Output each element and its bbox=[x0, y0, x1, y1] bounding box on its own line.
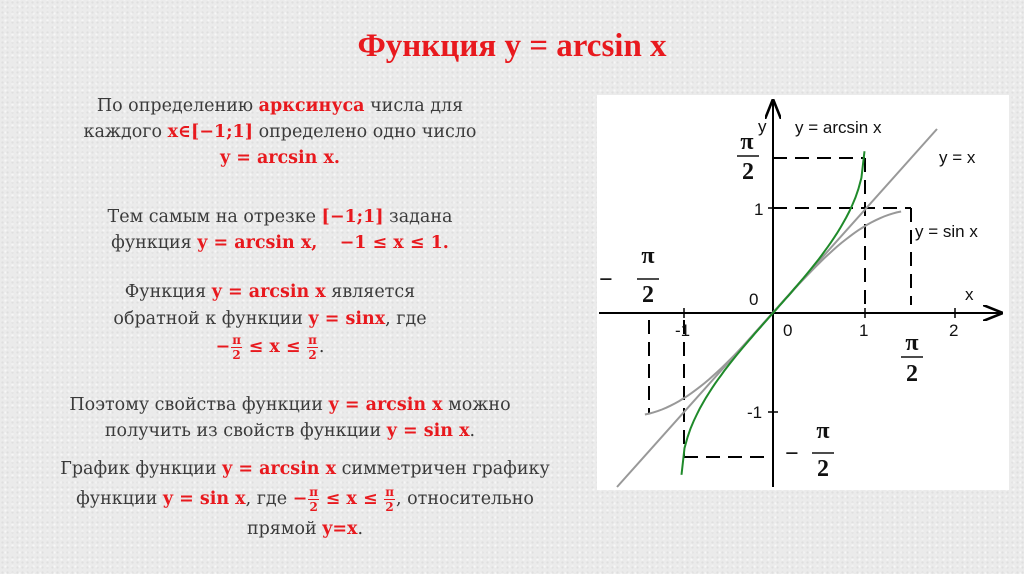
fraction-pi-over-2 bbox=[384, 485, 395, 514]
tick-label-ym1: -1 bbox=[747, 403, 763, 422]
frac-den: 2 bbox=[817, 456, 829, 482]
text: . bbox=[357, 519, 364, 539]
text: является bbox=[325, 282, 416, 302]
text: . bbox=[318, 337, 325, 357]
origin-label-y: 0 bbox=[749, 290, 759, 309]
frac-minus: − bbox=[785, 441, 799, 467]
graph-panel bbox=[597, 95, 1009, 490]
highlight-formula: y = sin x bbox=[386, 421, 470, 441]
text: можно bbox=[442, 395, 511, 415]
highlight-formula: y = arcsin x, bbox=[197, 233, 318, 253]
highlight-formula: y = arcsin x bbox=[328, 395, 443, 415]
paragraph-segment bbox=[40, 204, 520, 256]
text: функции bbox=[76, 489, 163, 509]
paragraph-properties bbox=[10, 392, 570, 444]
tick-label-1: 1 bbox=[859, 321, 869, 340]
frac-num: π bbox=[740, 129, 754, 155]
highlight-formula: y = arcsin x. bbox=[219, 148, 341, 168]
tick-label-2: 2 bbox=[949, 321, 959, 340]
frac-den: 2 bbox=[642, 282, 654, 308]
highlight-formula: y = sin x bbox=[162, 489, 246, 509]
text: Поэтому свойства функции bbox=[69, 395, 329, 415]
axis-label-x: x bbox=[965, 285, 974, 304]
frac-den: 2 bbox=[742, 159, 754, 185]
text: прямой bbox=[246, 519, 323, 539]
text: числа для bbox=[364, 96, 464, 116]
frac-num: π bbox=[309, 485, 319, 499]
frac-den: 2 bbox=[906, 361, 918, 387]
minus-sign: − bbox=[215, 337, 231, 357]
frac-num: π bbox=[308, 333, 317, 347]
text: . bbox=[469, 421, 476, 441]
text: Функция bbox=[124, 282, 212, 302]
frac-num: π bbox=[905, 330, 919, 356]
text: График функции bbox=[60, 459, 223, 479]
page-title: Функция y = arcsin x bbox=[357, 28, 667, 64]
highlight-formula: y=x bbox=[322, 519, 358, 539]
text: функция bbox=[111, 233, 198, 253]
text: , где bbox=[385, 309, 427, 329]
paragraph-symmetry bbox=[10, 454, 600, 544]
text: Тем самым на отрезке bbox=[107, 207, 322, 227]
origin-label: 0 bbox=[783, 321, 793, 340]
label-y-equals-x: y = x bbox=[939, 148, 976, 167]
label-arcsin: y = arcsin x bbox=[795, 118, 882, 137]
minus-sign: − bbox=[292, 489, 308, 509]
fraction-pi-over-2 bbox=[231, 333, 242, 362]
frac-num: π bbox=[385, 485, 394, 499]
frac-den: 2 bbox=[232, 348, 241, 362]
text: обратной к функции bbox=[113, 309, 309, 329]
paragraph-definition bbox=[40, 93, 520, 171]
text: определено одно число bbox=[253, 122, 477, 142]
frac-num: π bbox=[641, 243, 655, 269]
text: По определению bbox=[96, 96, 259, 116]
text: , относительно bbox=[396, 489, 534, 509]
tick-label-m1: -1 bbox=[675, 321, 691, 340]
paragraph-inverse bbox=[30, 279, 510, 362]
highlight-term: арксинуса bbox=[258, 96, 365, 116]
function-graph bbox=[597, 95, 1009, 490]
fraction-pi-over-2 bbox=[308, 485, 319, 514]
highlight-formula: y = arcsin x bbox=[211, 282, 326, 302]
inequality: ≤ x ≤ bbox=[248, 337, 301, 357]
frac-minus: − bbox=[599, 267, 613, 293]
fraction-x-pi2 bbox=[901, 330, 923, 387]
text: симметричен графику bbox=[336, 459, 550, 479]
label-sin: y = sin x bbox=[915, 222, 978, 241]
highlight-segment: [−1;1] bbox=[321, 207, 384, 227]
fraction-x-mpi2 bbox=[599, 243, 659, 308]
highlight-formula: y = sinx bbox=[308, 309, 386, 329]
frac-num: π bbox=[816, 418, 830, 444]
text: получить из свойств функции bbox=[104, 421, 387, 441]
frac-den: 2 bbox=[309, 500, 318, 514]
frac-den: 2 bbox=[385, 500, 394, 514]
fraction-y-mpi2 bbox=[785, 418, 834, 482]
highlight-domain: x∈[−1;1] bbox=[167, 122, 254, 142]
text: каждого bbox=[83, 122, 168, 142]
text: задана bbox=[383, 207, 453, 227]
inequality: ≤ x ≤ bbox=[325, 489, 378, 509]
tick-label-y1: 1 bbox=[754, 200, 764, 219]
highlight-inequality: −1 ≤ x ≤ 1. bbox=[339, 233, 449, 253]
frac-den: 2 bbox=[308, 348, 317, 362]
frac-num: π bbox=[232, 333, 241, 347]
axis-label-y: y bbox=[758, 117, 767, 136]
text: , где bbox=[245, 489, 293, 509]
highlight-formula: y = arcsin x bbox=[222, 459, 337, 479]
fraction-y-pi2 bbox=[737, 129, 759, 185]
fraction-pi-over-2 bbox=[307, 333, 318, 362]
